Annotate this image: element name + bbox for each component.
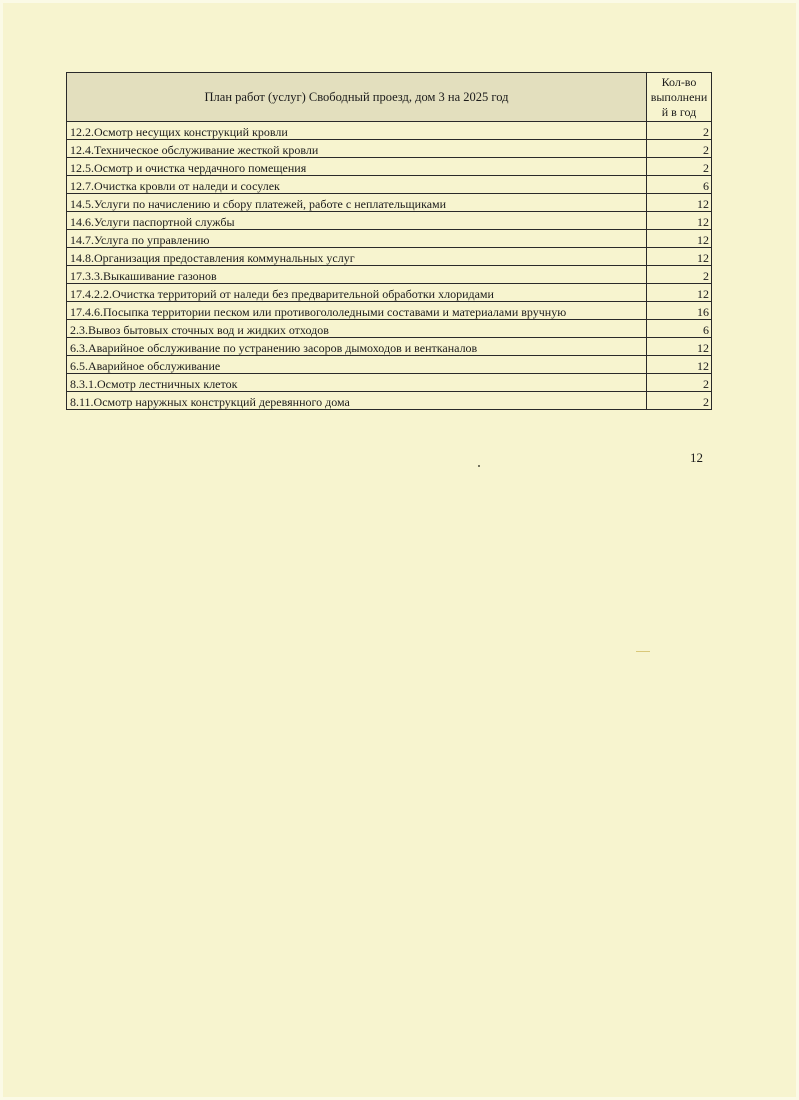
service-count: 12 <box>647 212 712 230</box>
service-name: 2.3.Вывоз бытовых сточных вод и жидких отходов <box>67 320 647 338</box>
table-row <box>67 302 712 320</box>
service-name: 12.5.Осмотр и очистка чердачного помещения <box>67 158 647 176</box>
table-row <box>67 266 712 284</box>
count-header-line-2: выполнени <box>650 89 708 104</box>
table-row <box>67 176 712 194</box>
table-row <box>67 122 712 140</box>
page-number: 12 <box>690 450 703 465</box>
service-count: 12 <box>647 356 712 374</box>
service-count: 6 <box>647 320 712 338</box>
table-title: План работ (услуг) Свободный проезд, дом 3 на 2025 год <box>67 73 647 122</box>
service-name: 14.5.Услуги по начислению и сбору платежей, работе с неплательщиками <box>67 194 647 212</box>
service-count: 12 <box>647 248 712 266</box>
service-count: 16 <box>647 302 712 320</box>
service-name: 17.4.6.Посыпка территории песком или противогололедными составами и материалами вручную <box>67 302 647 320</box>
table-row <box>67 212 712 230</box>
count-header-line-1: Кол-во <box>661 74 697 89</box>
service-count: 12 <box>647 338 712 356</box>
table-row <box>67 320 712 338</box>
service-count: 2 <box>647 140 712 158</box>
table-row <box>67 248 712 266</box>
service-name: 12.4.Техническое обслуживание жесткой кровли <box>67 140 647 158</box>
table-row <box>67 338 712 356</box>
service-count: 12 <box>647 284 712 302</box>
service-count: 2 <box>647 158 712 176</box>
table-row <box>67 284 712 302</box>
table-header-row <box>67 73 712 122</box>
service-name: 14.7.Услуга по управлению <box>67 230 647 248</box>
table-row <box>67 158 712 176</box>
service-count: 12 <box>647 194 712 212</box>
service-count: 6 <box>647 176 712 194</box>
table-row <box>67 356 712 374</box>
table-row <box>67 392 712 410</box>
service-name: 17.3.3.Выкашивание газонов <box>67 266 647 284</box>
service-count: 12 <box>647 230 712 248</box>
count-header-line-3: й в год <box>661 104 697 119</box>
count-column-header <box>647 73 712 122</box>
service-count: 2 <box>647 266 712 284</box>
service-count: 2 <box>647 122 712 140</box>
service-name: 17.4.2.2.Очистка территорий от наледи без предварительной обработки хлоридами <box>67 284 647 302</box>
service-name: 8.11.Осмотр наружных конструкций деревянного дома <box>67 392 647 410</box>
service-name: 14.8.Организация предоставления коммунальных услуг <box>67 248 647 266</box>
table-row <box>67 230 712 248</box>
service-name: 6.3.Аварийное обслуживание по устранению засоров дымоходов и вентканалов <box>67 338 647 356</box>
table-row <box>67 374 712 392</box>
service-name: 14.6.Услуги паспортной службы <box>67 212 647 230</box>
service-name: 8.3.1.Осмотр лестничных клеток <box>67 374 647 392</box>
service-count: 2 <box>647 392 712 410</box>
service-name: 12.2.Осмотр несущих конструкций кровли <box>67 122 647 140</box>
scan-mark <box>636 651 650 652</box>
table-row <box>67 140 712 158</box>
service-name: 6.5.Аварийное обслуживание <box>67 356 647 374</box>
work-plan-table <box>66 72 712 410</box>
service-name: 12.7.Очистка кровли от наледи и сосулек <box>67 176 647 194</box>
service-count: 2 <box>647 374 712 392</box>
scan-speck <box>478 465 480 467</box>
table-row <box>67 194 712 212</box>
